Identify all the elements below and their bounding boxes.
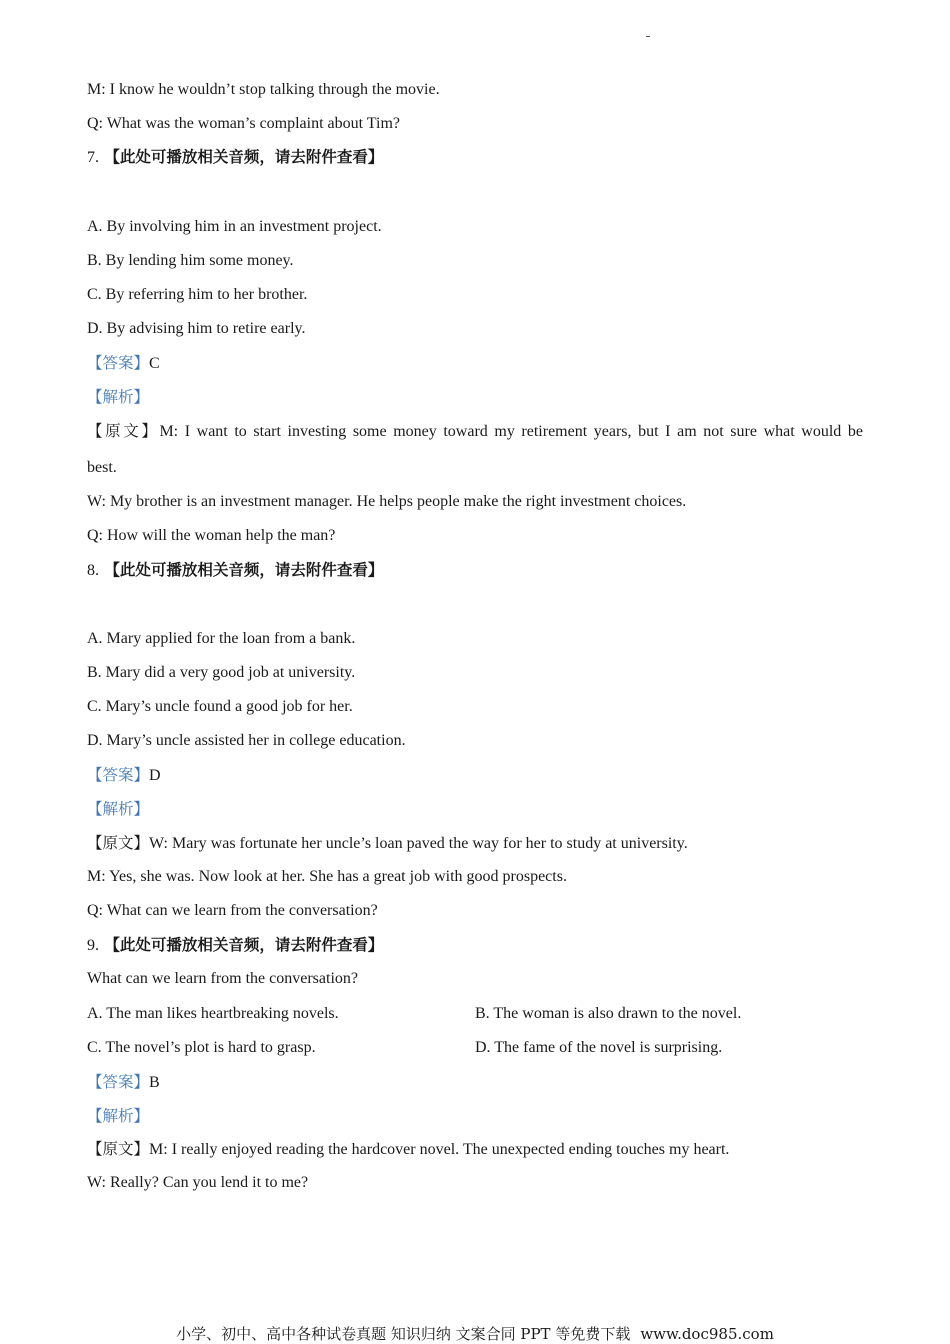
transcript-question: Q: What was the woman’s complaint about Tim?: [87, 115, 401, 132]
question-number: 7.: [87, 149, 99, 166]
question-9-heading: [87, 935, 383, 956]
option-c: C. The novel’s plot is hard to grasp.: [87, 1039, 316, 1056]
option-b: B. By lending him some money.: [87, 252, 294, 269]
option-d: D. By advising him to retire early.: [87, 320, 306, 337]
answer-line: [87, 765, 161, 786]
transcript-line: 【原文】W: Mary was fortunate her uncle’s loan paved the way for her to study at university.: [87, 834, 688, 852]
option-c: C. Mary’s uncle found a good job for her.: [87, 698, 353, 715]
option-d: D. The fame of the novel is surprising.: [475, 1039, 723, 1056]
answer-tag: 【答案】: [87, 354, 150, 372]
option-a: A. By involving him in an investment project.: [87, 218, 382, 235]
option-a: A. The man likes heartbreaking novels.: [87, 1005, 339, 1022]
question-text: What can we learn from the conversation?: [87, 970, 358, 987]
footer-url[interactable]: www.doc985.com: [640, 1325, 774, 1343]
analysis-line: [87, 799, 149, 820]
original-tag: 【原文】: [87, 1140, 150, 1158]
answer-value: C: [149, 355, 160, 372]
analysis-line: [87, 1106, 149, 1127]
original-tag: 【原文】: [87, 422, 160, 440]
question-number: 8.: [87, 562, 99, 579]
audio-placeholder: 【此处可播放相关音频，请去附件查看】: [104, 148, 384, 166]
option-b: B. The woman is also drawn to the novel.: [475, 1005, 742, 1022]
footer-text: 小学、初中、高中各种试卷真题 知识归纳 文案合同 PPT 等免费下载: [176, 1325, 631, 1343]
transcript-line: 【原文】M: I want to start investing some money toward my retirement years, but I am not sure what would be: [87, 422, 863, 440]
question-8-heading: [87, 560, 383, 581]
question-7-heading: [87, 147, 383, 168]
answer-value: B: [149, 1074, 160, 1091]
option-a: A. Mary applied for the loan from a bank.: [87, 630, 356, 647]
transcript-line: W: My brother is an investment manager. He helps people make the right investment choices.: [87, 493, 687, 510]
answer-value: D: [149, 767, 161, 784]
option-b: B. Mary did a very good job at university.: [87, 664, 356, 681]
option-d: D. Mary’s uncle assisted her in college education.: [87, 732, 406, 749]
analysis-tag: 【解析】: [87, 800, 150, 818]
answer-tag: 【答案】: [87, 1073, 150, 1091]
answer-tag: 【答案】: [87, 766, 150, 784]
transcript-line: W: Really? Can you lend it to me?: [87, 1174, 309, 1191]
answer-line: [87, 1072, 160, 1093]
transcript-line: best.: [87, 459, 117, 476]
option-c: C. By referring him to her brother.: [87, 286, 308, 303]
analysis-tag: 【解析】: [87, 388, 150, 406]
header-mark: [646, 36, 650, 37]
question-number: 9.: [87, 937, 99, 954]
page-footer: [0, 1324, 950, 1344]
original-tag: 【原文】: [87, 834, 150, 852]
analysis-tag: 【解析】: [87, 1107, 150, 1125]
audio-placeholder: 【此处可播放相关音频，请去附件查看】: [104, 936, 384, 954]
transcript-line: M: I know he wouldn’t stop talking through the movie.: [87, 81, 440, 98]
transcript-question: Q: What can we learn from the conversation?: [87, 902, 378, 919]
analysis-line: [87, 387, 149, 408]
audio-placeholder: 【此处可播放相关音频，请去附件查看】: [104, 561, 384, 579]
transcript-line: M: Yes, she was. Now look at her. She has a great job with good prospects.: [87, 868, 567, 885]
transcript-line: 【原文】M: I really enjoyed reading the hardcover novel. The unexpected ending touches my heart.: [87, 1140, 730, 1158]
answer-line: [87, 353, 160, 374]
transcript-question: Q: How will the woman help the man?: [87, 527, 336, 544]
